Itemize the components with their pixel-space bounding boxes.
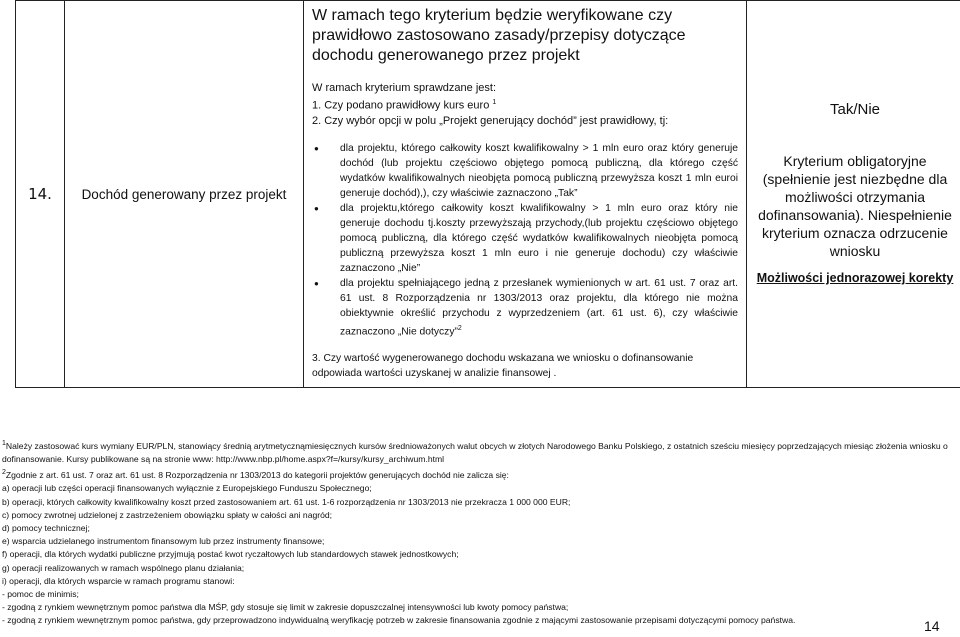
footnote-2-line-1: $^2$Zgodnie z art. 61 ust. 7 oraz art. 61 ust. 8 Rozporządzenia nr 1303/2013 do kategorii projektów generujących dochód nie zalicza się: — [2, 469, 509, 481]
footnote-item: i) operacji, dla których wsparcie w ramach programu stanowi: — [2, 575, 235, 586]
criterion-header: W ramach tego kryterium będzie weryfikowane czy prawidłowo zastosowano zasady/przepisy dotyczące dochodu generowanego przez projekt — [312, 7, 686, 64]
footnote-item: - zgodną z rynkiem wewnętrznym pomoc państwa dla MŚP, gdy stosuje się limit w zakresie dopuszczalnej intensywności lub kwoty pomocy państwa; — [2, 602, 569, 613]
footnote-1-line-2: dofinansowanie. Kursy publikowane są na stronie www: http://www.nbp.pl/home.aspx?f=/kursy/kursy_archiwum.html — [2, 454, 445, 465]
row-number: 14. — [16, 1, 65, 388]
footnote-item: g) operacji realizowanych w ramach wspólnego planu działania; — [2, 562, 245, 573]
bullet-item: ● dla projektu spełniającego jedną z przesłanek wymienionych w art. 61 ust. 7 oraz art. 61 ust. 8 Rozporządzenia nr 1303/2013 oraz projektu, dla którego nie można obiektywnie określić przychodu z wyprzedzeniem (art. 61 ust. 6), czy właściwie zaznaczono „Nie dotyczy”$^2$ — [340, 276, 738, 339]
footnote-ref-2: 2 — [457, 324, 462, 332]
assessment-column — [747, 1, 960, 388]
bullet-item: ● dla projektu, którego całkowity koszt kwalifikowalny > 1 mln euro oraz który generuje dochód (lub projektu częściowo objętego pomocą publiczną, dla którego część wydatków kwalifikowalnych nieobjęta pomocą publiczną przewyższa koszt 1 mln euroi generuje dochód),), czy właściwie zaznaczono „Tak” — [340, 141, 738, 201]
criterion-name: Dochód generowany przez projekt — [65, 1, 304, 388]
footnote-ref-1: 1 — [492, 99, 497, 106]
correction-note: Możliwości jednorazowej korekty — [756, 271, 954, 285]
footnote-1-line-1: $^1$Należy zastosować kurs wymiany EUR/PLN, stanowiący średnią arytmetycznąmiesięcznych kursów średnioważonych walut obcych w złotych Narodowego Banku Polskiego, z ostatnich sześciu miesięcy poprzedzających miesiąc złożenia wniosku o — [2, 440, 948, 451]
footnote-item: f) operacji, dla których wydatki publiczne przyjmują postać kwot ryczałtowych lub standardowych stawek jednostkowych; — [2, 549, 459, 560]
footnotes — [2, 437, 957, 628]
footnote-item: a) operacji lub części operacji finansowanych wyłącznie z Europejskiego Funduszu Społecznego; — [2, 483, 372, 494]
criterion-intro: W ramach kryterium sprawdzane jest: — [312, 82, 496, 94]
question-1: 1. Czy podano prawidłowy kurs euro $^1$ — [312, 99, 497, 112]
bullet-item: ● dla projektu,którego całkowity koszt kwalifikowalny > 1 mln euro oraz który nie generuje dochodu tj.koszty przewyższają przychody,(lub projektu częściowo objętego pomocą publiczną, dla którego część wydatków kwalifikowalnych nieobjęta pomocą publiczną przewyższa koszt 1 mln euro i nie generuje dochodu) czy właściwie zaznaczono „Nie” — [340, 201, 738, 276]
question-3: 3. Czy wartość wygenerowanego dochodu wskazana we wniosku o dofinansowanie odpowiada wartości uzyskanej w analizie finansowej . — [312, 353, 694, 380]
page-number: 14 — [924, 618, 940, 634]
criteria-table — [15, 0, 960, 388]
footnote-item: c) pomocy zwrotnej udzielonej z zastrzeżeniem obowiązku spłaty w całości ani nagród; — [2, 509, 333, 520]
footnote-item: b) operacji, których całkowity kwalifikowalny koszt przed zastosowaniem art. 61 ust. 1-6 rozporządzenia nr 1303/2013 nie przekracza 1 000 000 EUR; — [2, 496, 571, 507]
footnote-item: - pomoc de minimis; — [2, 588, 79, 599]
option-bullets — [312, 141, 738, 339]
criterion-description — [304, 1, 747, 388]
obligatory-note: Kryterium obligatoryjne (spełnienie jest niezbędne dla możliwości otrzymania dofinansowania). Niespełnienie kryterium oznacza odrzucenie wniosku — [758, 153, 952, 259]
footnote-item: e) wsparcia udzielanego instrumentom finansowym lub przez instrumenty finansowe; — [2, 536, 325, 547]
footnote-item: - zgodną z rynkiem wewnętrznym pomoc państwa, gdy przeprowadzono indywidualną weryfikację potrzeb w zakresie finansowania zgodnie z mającymi zastosowanie przepisami dotyczącymi pomocy państwa. — [2, 615, 796, 626]
footnote-item: d) pomocy technicznej; — [2, 522, 90, 533]
tak-nie-label: Tak/Nie — [829, 101, 881, 118]
question-2: 2. Czy wybór opcji w polu „Projekt generujący dochód” jest prawidłowy, tj: — [312, 114, 669, 127]
